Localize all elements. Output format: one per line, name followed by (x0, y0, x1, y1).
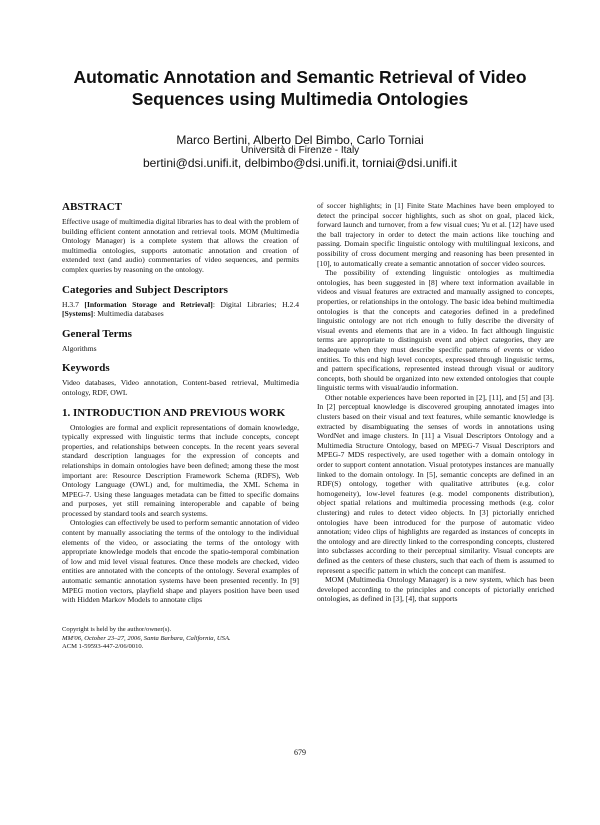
right-column (317, 201, 554, 604)
category-code-2: H.2.4 (282, 299, 300, 309)
paper-title: Automatic Annotation and Semantic Retrieval of Video Sequences using Multimedia Ontologies (73, 67, 527, 109)
category-label-2: [Systems] (62, 309, 94, 319)
left-column (62, 201, 299, 605)
copyright-footnote (62, 626, 299, 652)
author-list: Marco Bertini, Alberto Del Bimbo, Carlo Torniai (176, 133, 424, 147)
category-text-2: : Multimedia databases (93, 309, 164, 319)
category-text-1: : Digital Libraries; (212, 299, 283, 309)
categories-section (62, 284, 299, 319)
categories-heading: Categories and Subject Descriptors (62, 283, 228, 296)
intro-paragraph-2: Ontologies can effectively be used to perform semantic annotation of video content by manually associating the terms of the ontology to the individual elements of the video, or associating the terms of the ontology with appropriate knowledge models that encode the spatio-temporal combination of low and mid level visual features. Once these models are checked, video entities are annotated with the concepts of the ontology. Several examples of automatic semantic annotation systems have been presented recently. In [9] MPEG motion vectors, playfield shape and players position have been used with Hidden Markov Models to annotate clips (62, 518, 299, 605)
keywords-text: Video databases, Video annotation, Content-based retrieval, Multimedia ontology, RDF, OWL (62, 378, 299, 397)
intro-paragraph-6: MOM (Multimedia Ontology Manager) is a new system, which has been developed according to the principles and concepts of pictorially enriched ontologies, as defined in [3], [4], that supports (317, 575, 554, 604)
categories-text (62, 300, 299, 319)
abstract-heading: ABSTRACT (62, 201, 122, 213)
general-terms-heading: General Terms (62, 327, 132, 340)
intro-paragraph-3: of soccer highlights; in [1] Finite State Machines have been employed to detect the principal soccer highlights, such as shot on goal, placed kick, forward launch and turnover, from a few visual cues; Yu et al. [12] have used the ball trajectory in order to detect the main actions like touching and passing. Domain specific linguistic ontology with multilingual lexicons, and possibility of cross document merging and reasoning has been presented in [10], to automatically create a semantic annotation of soccer video sources. (317, 201, 554, 268)
introduction-section (62, 407, 299, 605)
general-terms-section (62, 328, 299, 354)
keywords-heading: Keywords (62, 362, 110, 375)
keywords-section (62, 362, 299, 397)
introduction-heading: 1. INTRODUCTION AND PREVIOUS WORK (62, 406, 286, 419)
intro-paragraph-1: Ontologies are formal and explicit representations of domain knowledge, typically expressed with linguistic terms that include concepts, concept properties, and relationships between concepts. In the recent years several standard description languages for the expression of concepts and relationships in domain ontologies have been defined; among these the most important are: Resource Description Framework Schema (RDFS), Web Ontology Language (OWL) and, for multimedia, the XML Schema in MPEG-7. Using these languages metadata can be fitted to specific domains and purposes, yet still remaining interoperable and capable of being processed by standard tools and search systems. (62, 422, 299, 518)
footnote-line-3: ACM 1-59593-447-2/06/0010. (62, 643, 144, 651)
abstract-text: Effective usage of multimedia digital libraries has to deal with the problem of building efficient content annotation and retrieval tools. MOM (Multimedia Ontology Manager) is a complete system that allows the creation of multimedia ontologies, supports automatic annotation and creation of extended text (and audio) commentaries of video sequences, and permits complex queries by reasoning on the ontology. (62, 217, 299, 274)
intro-paragraph-5: Other notable experiences have been reported in [2], [11], and [5] and [3]. In [2] perceptual knowledge is discovered grouping annotated images into clusters based on their visual and text features, while semantic knowledge is extracted by disambiguating the senses of words in annotations using WordNet and image clusters. In [11] a Visual Descriptors Ontology and a Multimedia Structure Ontology, based on MPEG-7 Visual Descriptors and MPEG-7 MDS respectively, are used together with a domain ontology in order to support content annotation. Visual prototypes instances are manually linked to the domain ontology. In [5], semantic concepts are defined in an RDF(S) ontology, together with qualitative attributes (e.g. color homogeneity), low-level features (e.g. model components distribution), object spatial relations and multimedia processing methods (e.g. color clustering) and rules to detect video objects. In [3] pictorially enriched ontologies have been introduced for the purpose of automatic video annotation; video clips of highlights are regarded as instances of concepts in the ontology and are directly linked to the corresponding concepts, clustered into subclasses according to their perceptual similarity. Visual concepts are defined as the centers of these clusters, such that each of them is assumed to represent a specific pattern in which the concept can manifest. (317, 392, 554, 575)
page-number: 679 (294, 748, 306, 757)
general-terms-text: Algorithms (62, 343, 97, 353)
category-code-1: H.3.7 (62, 299, 85, 309)
affiliation: Università di Firenze - Italy (240, 145, 360, 156)
author-emails: bertini@dsi.unifi.it, delbimbo@dsi.unifi.it, torniai@dsi.unifi.it (142, 156, 457, 170)
category-label-1: [Information Storage and Retrieval] (84, 299, 213, 309)
footnote-line-2: MM'06, October 23–27, 2006, Santa Barbara, California, USA. (62, 634, 231, 642)
intro-paragraph-4: The possibility of extending linguistic ontologies as multimedia ontologies, has been suggested in [8] where text information available in videos and visual features are extracted and manually assigned to concepts, properties, or relationships in the ontology. The basic idea behind multimedia ontologies is that the concepts and categories defined in a predefined linguistic ontology are not rich enough to fully describe the diversity of visual events and elements that are in a video. In fact although linguistic terms are appropriate to distinguish event and object categories, they are inadequate when they must describe specific patterns of events or video entities. To this end high level concepts, expressed through linguistic terms, and pattern specifications, represented instead through visual or auditory concepts, both should be organized into new extended ontologies that couple linguistic terms with visual/audio information. (317, 268, 554, 393)
footnote-line-1: Copyright is held by the author/owner(s). (62, 626, 172, 633)
